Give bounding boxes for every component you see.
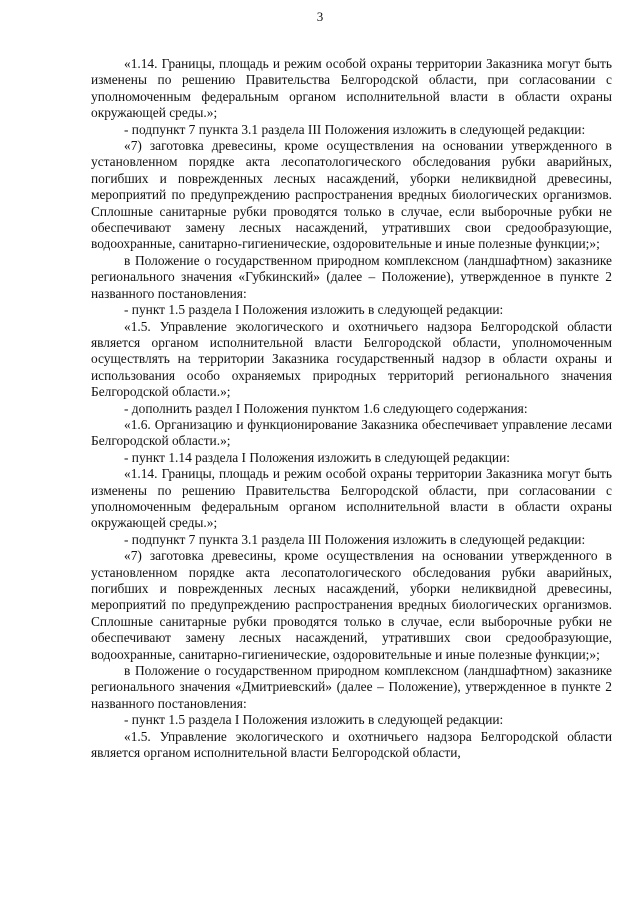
paragraph-subitem-7-text: «7) заготовка древесины, кроме осуществления на основании утвержденного в установленном порядке акта лесопатологического обследования рубки аварийных, погибших и поврежденных лесных насаждений, уборки неликвидной древесины, мероприятий по предупреждению распространения вредных биологических организмов. Сплошные санитарные рубки проводятся только в случае, если выборочные рубки не обеспечивают замену лесных насаждений, утративших свои средообразующие, водоохранные, санитарно-гигиенические, оздоровительные и иные полезные функции;»; <box>91 138 612 252</box>
paragraph-1-5-instruction-2: - пункт 1.5 раздела I Положения изложить в следующей редакции: <box>124 712 504 728</box>
paragraph-1-14-instruction: - пункт 1.14 раздела I Положения изложить в следующей редакции: <box>124 449 510 465</box>
paragraph-1-6-instruction: - дополнить раздел I Положения пунктом 1.6 следующего содержания: <box>124 400 528 416</box>
paragraph-dmitrievsky-regulation: в Положение о государственном природном комплексном (ландшафтном) заказнике регионального значения «Дмитриевский» (далее – Положение), утвержденное в пункте 2 названного постановления: <box>91 663 612 711</box>
paragraph-1-5-instruction: - пункт 1.5 раздела I Положения изложить в следующей редакции: <box>124 302 504 318</box>
paragraph-1-5-text: «1.5. Управление экологического и охотничьего надзора Белгородской области является органом исполнительной власти Белгородской области, уполномоченным осуществлять на территории Заказника государственный надзор в области охраны и использования особо охраняемых природных территорий регионального значения Белгородской области.»; <box>91 318 612 400</box>
paragraph-gubkinsky-regulation: в Положение о государственном природном комплексном (ландшафтном) заказнике регионального значения «Губкинский» (далее – Положение), утвержденное в пункте 2 названного постановления: <box>91 252 612 301</box>
paragraph-subitem-7-instruction: - подпункт 7 пункта 3.1 раздела III Положения изложить в следующей редакции: <box>124 121 586 137</box>
paragraph-subitem-7-text-2: «7) заготовка древесины, кроме осуществления на основании утвержденного в установленном порядке акта лесопатологического обследования рубки аварийных, погибших и поврежденных лесных насаждений, уборки неликвидной древесины, мероприятий по предупреждению распространения вредных биологических организмов. Сплошные санитарные рубки проводятся только в случае, если выборочные рубки не обеспечивают замену лесных насаждений, утративших свои средообразующие, водоохранные, санитарно-гигиенические, оздоровительные и иные полезные функции;»; <box>91 548 612 662</box>
paragraph-1-14-text: «1.14. Границы, площадь и режим особой охраны территории Заказника могут быть изменены по решению Правительства Белгородской области, при согласовании с уполномоченным федеральным органом исполнительной власти в области охраны окружающей среды.»; <box>91 56 612 121</box>
paragraph-1-5-text-2: «1.5. Управление экологического и охотничьего надзора Белгородской области является органом исполнительной власти Белгородской области, <box>91 728 612 761</box>
paragraph-subitem-7-instruction-2: - подпункт 7 пункта 3.1 раздела III Положения изложить в следующей редакции: <box>124 531 586 547</box>
document-body <box>91 56 612 761</box>
paragraph-1-14-text-2: «1.14. Границы, площадь и режим особой охраны территории Заказника могут быть изменены по решению Правительства Белгородской области, при согласовании с уполномоченным федеральным органом исполнительной власти в области охраны окружающей среды.»; <box>91 466 612 531</box>
page-number: 3 <box>316 9 324 24</box>
paragraph-1-6-text: «1.6. Организацию и функционирование Заказника обеспечивает управление лесами Белгородской области.»; <box>91 416 612 449</box>
